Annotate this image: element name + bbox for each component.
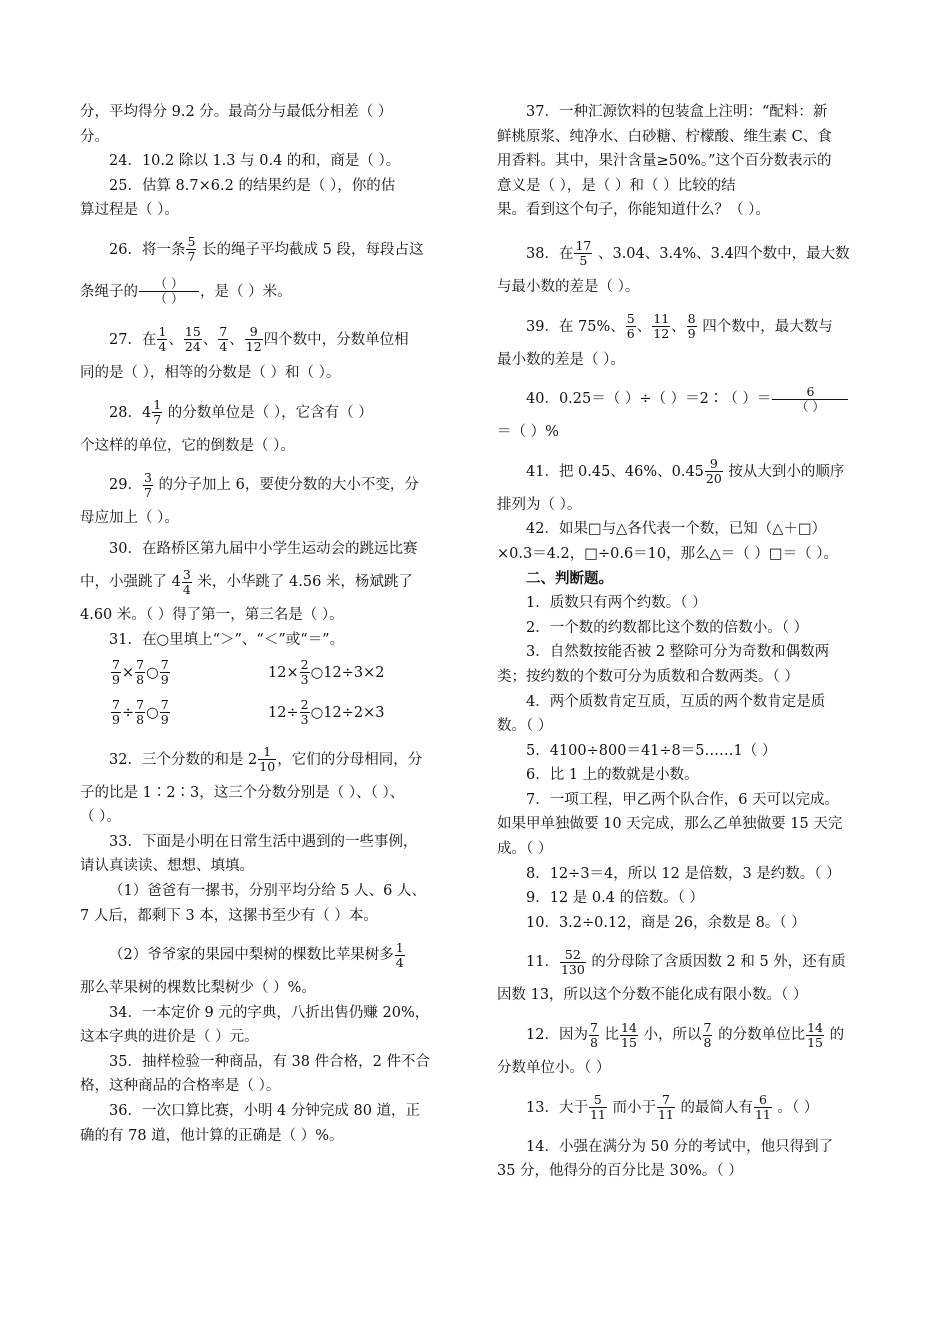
numerator: 5 bbox=[187, 234, 196, 250]
fraction bbox=[186, 235, 196, 264]
text: 29． bbox=[109, 477, 142, 494]
text: 的分子加上 6，要使分数的大小不变，分 bbox=[153, 477, 419, 494]
denominator: 24 bbox=[184, 339, 201, 355]
fraction bbox=[135, 658, 145, 687]
numerator: 7 bbox=[219, 324, 228, 340]
fraction bbox=[157, 325, 167, 354]
question-40 bbox=[497, 378, 884, 420]
numerator: 14 bbox=[621, 1019, 637, 1035]
text-line: ×0.3＝4.2，□÷0.6＝10，那么△＝（ ）□＝（ ）。 bbox=[497, 545, 838, 562]
question-25: 25．估算 8.7×6.2 的结果约是（ ），你的估 bbox=[109, 177, 396, 194]
text: 的 bbox=[825, 1027, 845, 1044]
numerator: 1 bbox=[258, 745, 276, 760]
text: 小，所以 bbox=[638, 1027, 702, 1044]
text: 米，小华跳了 4.56 米，杨斌跳了 bbox=[192, 574, 413, 591]
repeating-digit: · 5 bbox=[601, 464, 610, 480]
text-line: ＝（ ）% bbox=[497, 424, 559, 441]
numerator: 9 bbox=[245, 325, 263, 340]
question-39 bbox=[497, 306, 884, 348]
text: ，它们的分母相同，分 bbox=[277, 751, 423, 768]
judge-9: 9．12 是 0.4 的倍数。（ ） bbox=[526, 890, 704, 907]
fraction bbox=[160, 658, 170, 687]
denominator: 11 bbox=[657, 1107, 674, 1123]
separator: 、 bbox=[671, 318, 686, 335]
denominator: 9 bbox=[160, 672, 169, 688]
text-line bbox=[80, 561, 465, 603]
text: 28．4 bbox=[109, 404, 152, 421]
question-33: 33．下面是小明在日常生活中遇到的一些事例， bbox=[109, 833, 418, 850]
text: ○12÷3×2 bbox=[310, 664, 385, 681]
text: 四个数中，最大数与 bbox=[697, 318, 833, 335]
numerator: 7 bbox=[589, 1019, 598, 1035]
fraction bbox=[218, 325, 228, 354]
compare-row-2 bbox=[80, 693, 465, 733]
fraction bbox=[626, 312, 636, 341]
denominator: 3 bbox=[300, 672, 309, 688]
fraction bbox=[160, 698, 170, 727]
text: 11． bbox=[526, 954, 559, 971]
text-line: 最小数的差是（ ）。 bbox=[497, 351, 625, 368]
text: 条绳子的 bbox=[80, 283, 138, 300]
judge-13 bbox=[497, 1087, 884, 1129]
text: 41．把 0. bbox=[526, 463, 592, 480]
denominator: 11 bbox=[754, 1107, 771, 1123]
fraction bbox=[754, 1093, 772, 1122]
numerator: 7 bbox=[112, 657, 120, 673]
text: 的分母除了含质因数 2 和 5 外，还有质 bbox=[586, 954, 846, 971]
text: 。（ ） bbox=[772, 1099, 819, 1116]
blank-fraction bbox=[139, 277, 199, 306]
denominator: 11 bbox=[589, 1107, 606, 1123]
text: 12÷ bbox=[268, 704, 299, 721]
compare-row-1 bbox=[80, 653, 465, 693]
text-line bbox=[80, 934, 465, 976]
repeating-digit: · 5 bbox=[695, 464, 704, 480]
text: 12．因为 bbox=[526, 1027, 588, 1044]
judge-1: 1．质数只有两个约数。（ ） bbox=[526, 595, 707, 612]
section-heading: 二、判断题。 bbox=[526, 569, 613, 587]
text-line: 果。看到这个句子，你能知道什么？（ ）。 bbox=[497, 202, 770, 219]
text: ，是（ ）米。 bbox=[200, 283, 292, 300]
text-line: 鲜桃原浆、纯净水、白砂糖、柠檬酸、维生素 C、食 bbox=[497, 128, 832, 145]
numerator: 15 bbox=[184, 324, 201, 340]
denominator: 7 bbox=[153, 412, 162, 428]
fraction bbox=[574, 239, 592, 268]
text: 12× bbox=[268, 664, 299, 681]
judge-12 bbox=[497, 1014, 884, 1056]
denominator: 5 bbox=[579, 253, 588, 269]
fraction bbox=[772, 385, 848, 414]
separator: 、 bbox=[229, 331, 244, 348]
separator: 、 bbox=[202, 331, 218, 348]
text-line: 如果甲单独做要 10 天完成，那么乙单独做要 15 天完 bbox=[497, 816, 843, 833]
text: 中，小强跳了 4 bbox=[80, 574, 181, 591]
text: 26．将一条 bbox=[109, 241, 186, 258]
text-line: 类；按约数的个数可分为质数和合数两类。（ ） bbox=[497, 668, 799, 685]
judge-11 bbox=[497, 941, 884, 983]
fraction bbox=[143, 471, 153, 500]
fraction bbox=[705, 457, 723, 486]
fraction bbox=[182, 568, 192, 597]
denominator: 4 bbox=[395, 954, 404, 970]
separator: 、 bbox=[636, 318, 652, 335]
denominator: 20 bbox=[705, 471, 722, 487]
denominator: 7 bbox=[143, 484, 152, 500]
text: 长的绳子平均截成 5 段，每段占这 bbox=[197, 241, 424, 258]
numerator: 8 bbox=[687, 311, 696, 327]
judge-2: 2．一个数的约数都比这个数的倍数小。（ ） bbox=[526, 619, 809, 636]
denominator: 8 bbox=[703, 1034, 712, 1050]
left-column bbox=[80, 100, 465, 1148]
text: 、46%、0.4 bbox=[610, 463, 695, 480]
question-26 bbox=[80, 229, 465, 271]
compare-left bbox=[110, 653, 171, 693]
text-line: 与最小数的差是（ ）。 bbox=[497, 278, 640, 295]
denominator: 9 bbox=[687, 326, 696, 342]
numerator: 6 bbox=[772, 385, 848, 400]
operator: ÷ bbox=[121, 704, 135, 721]
text-line: 个这样的单位，它的倒数是（ ）。 bbox=[80, 437, 295, 454]
fraction bbox=[135, 698, 145, 727]
text-line: 因数 13，所以这个分数不能化成有限小数。（ ） bbox=[497, 987, 808, 1004]
question-37: 37．一种汇源饮料的包装盒上注明：“配料：新 bbox=[526, 104, 828, 120]
fraction bbox=[395, 941, 405, 970]
text-line: 数。（ ） bbox=[497, 718, 553, 735]
text: 27．在 bbox=[109, 331, 157, 348]
text: 按从大到小的顺序 bbox=[723, 463, 845, 480]
repeating-digit: · 4 bbox=[592, 464, 601, 480]
numerator: 7 bbox=[703, 1019, 712, 1035]
denominator: （ ） bbox=[795, 398, 825, 414]
text: 40．0.25＝（ ）÷（ ）＝2∶（ ）＝ bbox=[526, 391, 772, 408]
fraction bbox=[806, 1021, 824, 1050]
numerator: 9 bbox=[705, 457, 723, 472]
denominator: 4 bbox=[182, 581, 191, 597]
numerator: 3 bbox=[182, 566, 191, 582]
question-36: 36．一次口算比赛，小明 4 分钟完成 80 道，正 bbox=[109, 1103, 421, 1120]
numerator: 2 bbox=[300, 697, 309, 713]
text-line: 意义是（ ），是（ ）和（ ）比较的结 bbox=[497, 177, 736, 194]
text: 的分数单位是（ ），它含有（ ） bbox=[163, 404, 373, 421]
text-line: 分数单位小。（ ） bbox=[497, 1060, 611, 1077]
denominator: 3 bbox=[300, 712, 309, 728]
text: （2）爷爷家的果园中梨树的棵数比苹果树多 bbox=[109, 947, 394, 964]
fraction bbox=[620, 1021, 638, 1050]
numerator: 14 bbox=[807, 1019, 823, 1035]
text-line bbox=[80, 271, 465, 313]
question-28 bbox=[80, 392, 465, 434]
numerator: 1 bbox=[395, 939, 404, 955]
numerator: 7 bbox=[112, 697, 120, 713]
denominator: （ ） bbox=[154, 291, 184, 307]
denominator: 6 bbox=[626, 326, 635, 342]
fraction bbox=[258, 745, 276, 774]
question-38 bbox=[497, 233, 884, 275]
denominator: 12 bbox=[245, 339, 262, 355]
question-35: 35．抽样检验一种商品，有 38 件合格，2 件不合 bbox=[109, 1053, 430, 1070]
text-line: （1）爸爸有一摞书，分别平均分给 5 人、6 人、 bbox=[109, 882, 427, 899]
numerator: 11 bbox=[653, 311, 670, 327]
fraction bbox=[152, 398, 162, 427]
numerator: 17 bbox=[575, 238, 592, 254]
denominator: 15 bbox=[807, 1034, 823, 1050]
text: 、3.04、3.4%、3. bbox=[593, 245, 725, 262]
denominator: 130 bbox=[560, 961, 585, 977]
numerator: 7 bbox=[136, 697, 145, 713]
text: 38．在 bbox=[526, 245, 574, 262]
text-line: 那么苹果树的棵数比梨树少（ ）%。 bbox=[80, 980, 316, 997]
denominator: 4 bbox=[158, 339, 167, 355]
judge-14: 14．小强在满分为 50 分的考试中，他只得到了 bbox=[526, 1138, 834, 1155]
text-line: 分，平均得分 9.2 分。最高分与最低分相差（ ） bbox=[80, 104, 393, 120]
text-line: 成。（ ） bbox=[497, 841, 553, 858]
text: 13．大于 bbox=[526, 1099, 588, 1116]
text: 32．三个分数的和是 2 bbox=[109, 751, 258, 768]
fraction bbox=[300, 658, 310, 687]
text: 39．在 75%、 bbox=[526, 318, 625, 335]
judge-8: 8．12÷3＝4，所以 12 是倍数，3 是约数。（ ） bbox=[526, 865, 841, 882]
denominator: 10 bbox=[259, 759, 276, 775]
denominator: 12 bbox=[653, 326, 670, 342]
answer-circle: ○ bbox=[146, 704, 159, 721]
question-27 bbox=[80, 319, 465, 361]
numerator: 5 bbox=[626, 311, 635, 327]
numerator: （ ） bbox=[139, 277, 199, 292]
fraction bbox=[589, 1021, 599, 1050]
fraction bbox=[652, 312, 670, 341]
question-41 bbox=[497, 451, 884, 493]
repeating-digit: · 4 bbox=[724, 246, 733, 262]
question-34: 34．一本定价 9 元的字典，八折出售仍赚 20%， bbox=[109, 1004, 430, 1021]
fraction bbox=[245, 325, 263, 354]
text-line: 格，这种商品的合格率是（ ）。 bbox=[80, 1078, 281, 1095]
text-line: 子的比是 1∶2∶3，这三个分数分别是（ ）、（ ）、 bbox=[80, 784, 405, 801]
text-line: 排列为（ ）。 bbox=[497, 496, 582, 513]
text: 的分数单位比 bbox=[713, 1027, 806, 1044]
text: 而小于 bbox=[607, 1099, 656, 1116]
text-line: 4.60 米。（ ）得了第一，第三名是（ ）。 bbox=[80, 607, 344, 624]
fraction bbox=[589, 1093, 607, 1122]
question-24: 24．10.2 除以 1.3 与 0.4 的和，商是（ ）。 bbox=[109, 153, 401, 170]
text-line: 算过程是（ ）。 bbox=[80, 202, 179, 219]
fraction bbox=[111, 658, 121, 687]
question-30: 30．在路桥区第九届中小学生运动会的跳远比赛 bbox=[109, 540, 418, 557]
text: 比 bbox=[599, 1027, 620, 1044]
text: 四个数中，最大数 bbox=[733, 245, 850, 262]
numerator: 5 bbox=[589, 1093, 607, 1108]
fraction bbox=[687, 312, 697, 341]
numerator: 6 bbox=[754, 1093, 772, 1108]
numerator: 2 bbox=[300, 657, 309, 673]
denominator: 7 bbox=[187, 249, 196, 265]
numerator: 1 bbox=[158, 324, 167, 340]
text-line: 用香料。其中，果汁含量≥50%。”这个百分数表示的 bbox=[497, 153, 832, 170]
denominator: 4 bbox=[219, 339, 228, 355]
denominator: 8 bbox=[136, 712, 145, 728]
fraction bbox=[703, 1021, 713, 1050]
judge-10: 10．3.2÷0.12，商是 26，余数是 8。（ ） bbox=[526, 914, 806, 931]
denominator: 8 bbox=[589, 1034, 598, 1050]
text-line: 请认真读读、想想、填填。 bbox=[80, 858, 254, 875]
compare-right bbox=[268, 693, 384, 733]
denominator: 9 bbox=[112, 672, 120, 688]
text-line: 这本字典的进价是（ ）元。 bbox=[80, 1029, 259, 1046]
text-line: 确的有 78 道，他计算的正确是（ ）%。 bbox=[80, 1127, 344, 1144]
denominator: 9 bbox=[160, 712, 169, 728]
question-31: 31．在○里填上“＞”、“＜”或“＝”。 bbox=[109, 631, 345, 648]
text-line: 母应加上（ ）。 bbox=[80, 510, 179, 527]
numerator: 7 bbox=[136, 657, 145, 673]
text-line: 35 分，他得分的百分比是 30%。（ ） bbox=[497, 1163, 743, 1180]
text-line: 同的是（ ），相等的分数是（ ）和（ ）。 bbox=[80, 364, 341, 381]
denominator: 15 bbox=[621, 1034, 637, 1050]
denominator: 8 bbox=[136, 672, 145, 688]
judge-5: 5．4100÷800＝41÷8＝5……1（ ） bbox=[526, 742, 777, 759]
separator: 、 bbox=[168, 331, 183, 348]
numerator: 1 bbox=[153, 397, 162, 413]
text-line: （ ）。 bbox=[80, 809, 121, 826]
text: 四个数中，分数单位相 bbox=[263, 331, 409, 348]
question-29 bbox=[80, 464, 465, 506]
numerator: 52 bbox=[560, 948, 586, 963]
denominator: 9 bbox=[112, 712, 120, 728]
numerator: 3 bbox=[143, 469, 152, 485]
text: 的最简人有 bbox=[675, 1099, 753, 1116]
question-42: 42．如果□与△各代表一个数，已知（△＋□） bbox=[526, 521, 827, 538]
fraction bbox=[300, 698, 310, 727]
numerator: 7 bbox=[160, 657, 169, 673]
text-line: 7 人后，都剩下 3 本，这摞书至少有（ ）本。 bbox=[80, 907, 378, 924]
fraction bbox=[184, 325, 202, 354]
operator: × bbox=[121, 664, 135, 681]
fraction bbox=[111, 698, 121, 727]
numerator: 7 bbox=[160, 697, 169, 713]
judge-3: 3．自然数按能否被 2 整除可分为奇数和偶数两 bbox=[526, 644, 830, 661]
text-line: 分。 bbox=[80, 128, 109, 145]
compare-left bbox=[110, 693, 171, 733]
answer-circle: ○ bbox=[146, 664, 159, 681]
judge-4: 4．两个质数肯定互质，互质的两个数肯定是质 bbox=[526, 693, 826, 710]
compare-right bbox=[268, 653, 384, 693]
question-32 bbox=[80, 739, 465, 781]
judge-7: 7．一项工程，甲乙两个队合作，6 天可以完成。 bbox=[526, 791, 840, 808]
right-column bbox=[497, 100, 884, 1184]
fraction bbox=[560, 948, 586, 977]
judge-6: 6．比 1 上的数就是小数。 bbox=[526, 767, 699, 784]
numerator: 7 bbox=[657, 1093, 675, 1108]
fraction bbox=[657, 1093, 675, 1122]
text: ○12÷2×3 bbox=[310, 704, 385, 721]
